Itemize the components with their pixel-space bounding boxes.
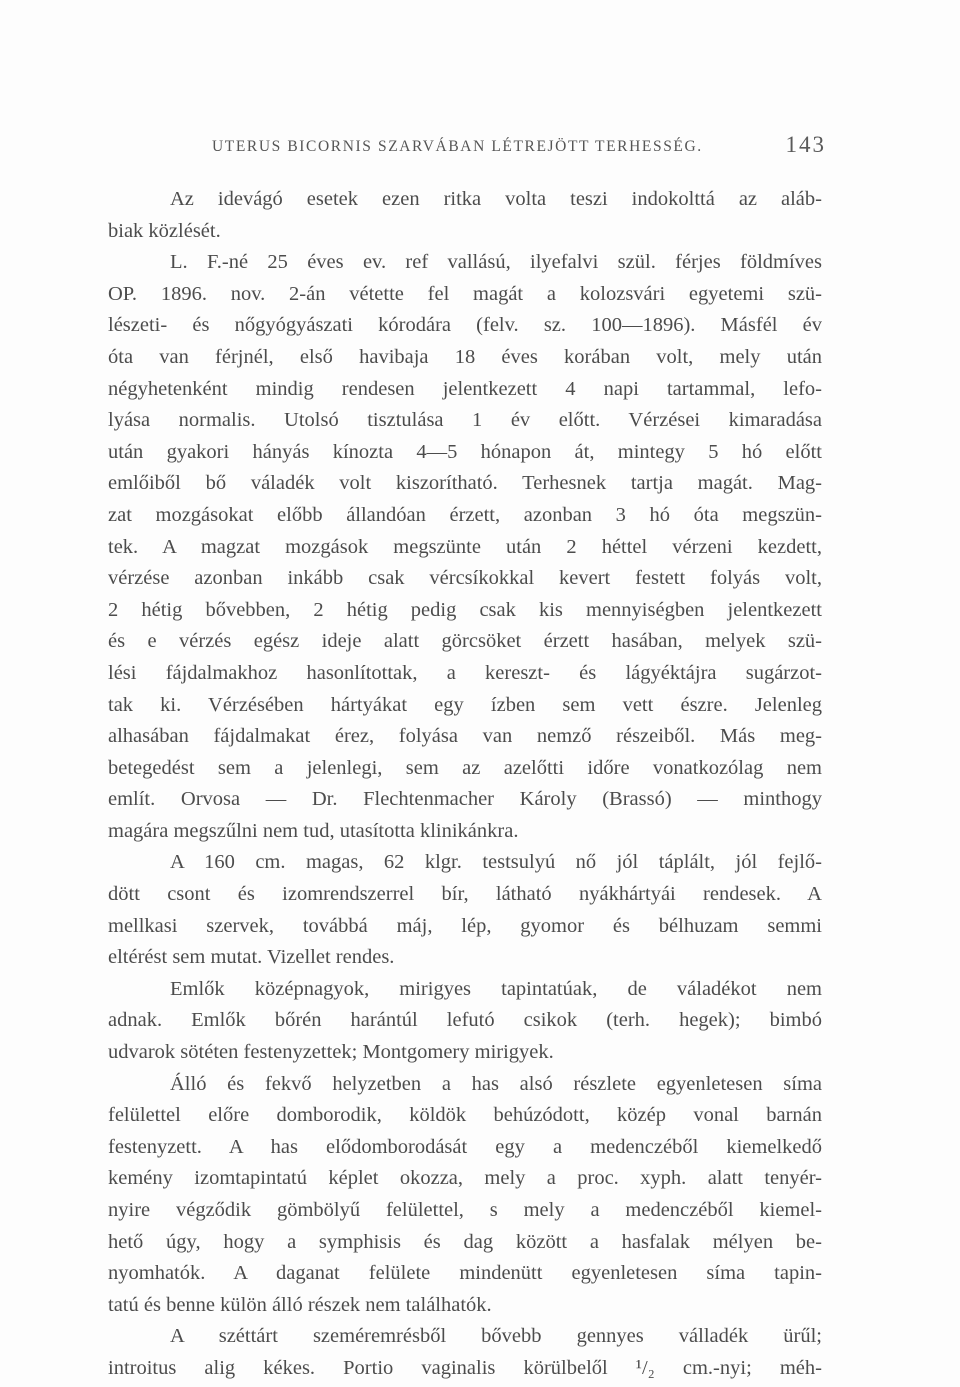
- text-line: L. F.-né 25 éves ev. ref vallású, ilyefalvi szül. férjes földmíves: [170, 251, 822, 274]
- text-line: kemény izomtapintatú képlet okozza, mely a proc. xyph. alatt tenyér-: [108, 1167, 822, 1190]
- text-line: mellkasi szervek, továbbá máj, lép, gyomor és bélhuzam semmi: [108, 914, 822, 937]
- text-line: udvarok sötéten festenyzettek; Montgomery mirigyek.: [108, 1041, 554, 1064]
- text-line: és e vérzés egész ideje alatt görcsöket érzett hasában, melyek szü-: [108, 630, 822, 653]
- text-line: említ. Orvosa — Dr. Flechtenmacher Károly (Brassó) — minthogy: [108, 788, 822, 811]
- text-line: A széttárt szeméremrésből bővebb gennyes válladék ürűl;: [170, 1325, 822, 1348]
- text-line: Álló és fekvő helyzetben a has alsó részlete egyenletesen síma: [170, 1072, 822, 1095]
- page-header: [104, 132, 826, 168]
- text-line: tatú és benne külön álló részek nem találhatók.: [108, 1293, 492, 1316]
- text-line: adnak. Emlők bőrén harántúl lefutó csikok (terh. hegek); bimbó: [108, 1009, 822, 1032]
- text-line: nyomhatók. A daganat felülete mindenütt egyenletesen síma tapin-: [108, 1262, 822, 1285]
- text-line: dött csont és izomrendszerrel bír, látható nyákhártyái rendesek. A: [108, 883, 822, 906]
- text-line: alhasában fájdalmakat érez, folyása van nemző részeiből. Más meg-: [108, 725, 822, 748]
- text-line: emlőiből bő váladék volt kiszorítható. Terhesnek tartja magát. Mag-: [108, 472, 822, 495]
- text-line: tek. A magzat mozgások megszünte után 2 héttel vérzeni kezdett,: [108, 535, 822, 558]
- text-line: lési fájdalmakhoz hasonlítottak, a kereszt- és lágyéktájra sugárzot-: [108, 661, 822, 684]
- running-title: UTERUS BICORNIS SZARVÁBAN LÉTREJÖTT TERHESSÉG.: [212, 138, 703, 155]
- text-line: lészeti- és nőgyógyászati kórodára (felv. sz. 100—1896). Másfél év: [108, 314, 822, 337]
- text-line: eltérést sem mutat. Vizellet rendes.: [108, 946, 395, 969]
- text-line: óta van férjnél, első havibaja 18 éves korában volt, mely után: [108, 345, 822, 368]
- text-line: zat mozgásokat előbb állandóan érzett, azonban 3 hó óta megszün-: [108, 503, 822, 526]
- text-line: nyire végződik gömbölyű felülettel, s mely a medenczéből kiemel-: [108, 1199, 822, 1221]
- text-line: OP. 1896. nov. 2-án vétette fel magát a kolozsvári egyetemi szü-: [108, 282, 822, 305]
- text-line: után gyakori hányás kínozta 4—5 hónapon át, mintegy 5 hó előtt: [108, 440, 822, 463]
- text-line: Az idevágó esetek ezen ritka volta teszi indokolttá az aláb-: [170, 188, 822, 210]
- text-line: 2 hétig bővebben, 2 hétig pedig csak kis mennyiségben jelentkezett: [108, 598, 822, 621]
- text-line: felülettel előre domborodik, köldök behúzódott, közép vonal barnán: [108, 1104, 822, 1127]
- text-line: hető úgy, hogy a symphisis és dag között a hasfalak mélyen be-: [108, 1230, 822, 1253]
- text-line: tak ki. Vérzésében hártyákat egy ízben sem vett észre. Jelenleg: [108, 693, 822, 716]
- text-line: lyása normalis. Utolsó tisztulása 1 év előtt. Vérzései kimaradása: [108, 409, 822, 432]
- text-line: betegedést sem a jelenlegi, sem az azelőtti időre vonatkozólag nem: [108, 756, 822, 779]
- text-line: magára megszűlni nem tud, utasította klinikánkra.: [108, 819, 519, 842]
- text-line: A 160 cm. magas, 62 klgr. testsulyú nő jól táplált, jól fejlő-: [170, 851, 822, 874]
- text-line: biak közlését.: [108, 219, 221, 242]
- text-line: Emlők középnagyok, mirigyes tapintatúak, de váladékot nem: [170, 977, 822, 1000]
- text-line: festenyzett. A has elődomborodását egy a medenczéből kiemelkedő: [108, 1135, 822, 1158]
- text-line: introitus alig kékes. Portio vaginalis körülbelől ¹/₂ cm.-nyi; méh-: [108, 1356, 822, 1379]
- body-text: [108, 184, 822, 1385]
- text-line: négyhetenként mindig rendesen jelentkezett 4 napi tartammal, lefo-: [108, 377, 822, 400]
- text-line: vérzése azonban inkább csak vércsíkokkal kevert festett folyás volt,: [108, 567, 822, 590]
- page-number: 143: [785, 132, 826, 157]
